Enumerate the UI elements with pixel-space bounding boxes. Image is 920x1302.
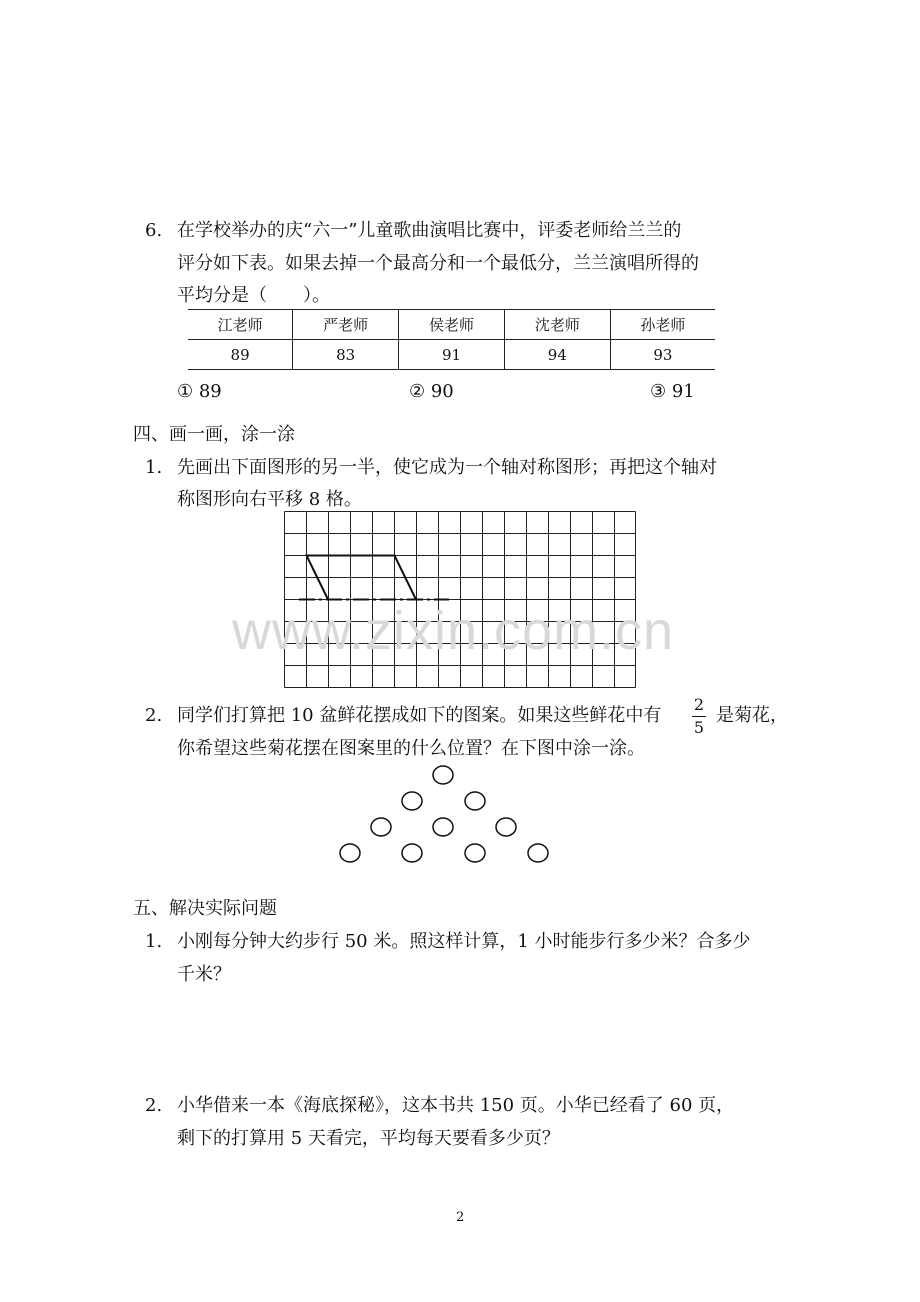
flower-pot[interactable] <box>371 818 391 836</box>
s4q2-text-line2: 你希望这些菊花摆在图案里的什么位置？在下图中涂一涂。 <box>177 738 645 759</box>
s4q1-text-line1: 先画出下面图形的另一半，使它成为一个轴对称图形；再把这个轴对 <box>177 457 717 478</box>
flower-pot[interactable] <box>496 818 516 836</box>
flower-pot[interactable] <box>528 844 548 862</box>
section5-title: 五、解决实际问题 <box>133 898 277 919</box>
option-3[interactable]: ③ 91 <box>650 381 695 402</box>
s4q2-text-line1: 同学们打算把 10 盆鲜花摆成如下的图案。如果这些鲜花中有 <box>177 705 662 726</box>
flower-pot[interactable] <box>465 844 485 862</box>
s5q2-text-line2: 剩下的打算用 5 天看完，平均每天要看多少页？ <box>177 1128 560 1149</box>
s5q2-number: 2. <box>145 1095 163 1116</box>
header-cell: 沈老师 <box>504 310 610 340</box>
header-cell: 江老师 <box>188 310 293 340</box>
flower-pot[interactable] <box>433 818 453 836</box>
flower-pot[interactable] <box>465 792 485 810</box>
s5q1-number: 1. <box>145 931 163 952</box>
s4q2-text-line1-end: 是菊花， <box>716 705 788 726</box>
option-2[interactable]: ② 90 <box>409 381 454 402</box>
s5q1-text-line2: 千米？ <box>177 964 231 985</box>
score-cell: 83 <box>293 340 399 370</box>
s5q1-text-line1: 小刚每分钟大约步行 50 米。照这样计算，1 小时能步行多少米？合多少 <box>177 931 751 952</box>
flower-pot[interactable] <box>402 792 422 810</box>
score-table-value-row <box>188 340 715 370</box>
page-number: 2 <box>456 1210 465 1225</box>
score-cell: 93 <box>610 340 715 370</box>
s4q1-number: 1. <box>145 457 163 478</box>
s4q1-text-line2: 称图形向右平移 8 格。 <box>177 489 362 510</box>
q6-number: 6. <box>145 220 163 241</box>
s5q2-text-line1: 小华借来一本《海底探秘》，这本书共 150 页。小华已经看了 60 页， <box>177 1095 735 1116</box>
score-cell: 94 <box>504 340 610 370</box>
fraction-denominator: 5 <box>693 718 705 737</box>
q6-text-line3: 平均分是（ ）。 <box>177 285 330 306</box>
watermark: www.zixin.com.cn <box>232 601 675 661</box>
score-cell: 91 <box>399 340 505 370</box>
option-1[interactable]: ① 89 <box>177 381 222 402</box>
flower-pattern <box>330 760 560 870</box>
q6-text-line1: 在学校举办的庆“六一”儿童歌曲演唱比赛中，评委老师给兰兰的 <box>177 220 682 241</box>
s4q2-number: 2. <box>145 705 163 726</box>
flower-pot[interactable] <box>433 766 453 784</box>
q6-text-line2: 评分如下表。如果去掉一个最高分和一个最低分，兰兰演唱所得的 <box>177 253 699 274</box>
section4-title: 四、画一画，涂一涂 <box>133 424 295 445</box>
header-cell: 侯老师 <box>399 310 505 340</box>
flower-pot[interactable] <box>402 844 422 862</box>
score-table <box>188 309 715 370</box>
header-cell: 严老师 <box>293 310 399 340</box>
flower-pot[interactable] <box>340 844 360 862</box>
fraction-bar <box>692 716 706 717</box>
fraction-numerator: 2 <box>693 695 705 714</box>
score-table-header-row <box>188 310 715 340</box>
score-cell: 89 <box>188 340 293 370</box>
header-cell: 孙老师 <box>610 310 715 340</box>
fraction-two-fifths <box>690 695 708 738</box>
